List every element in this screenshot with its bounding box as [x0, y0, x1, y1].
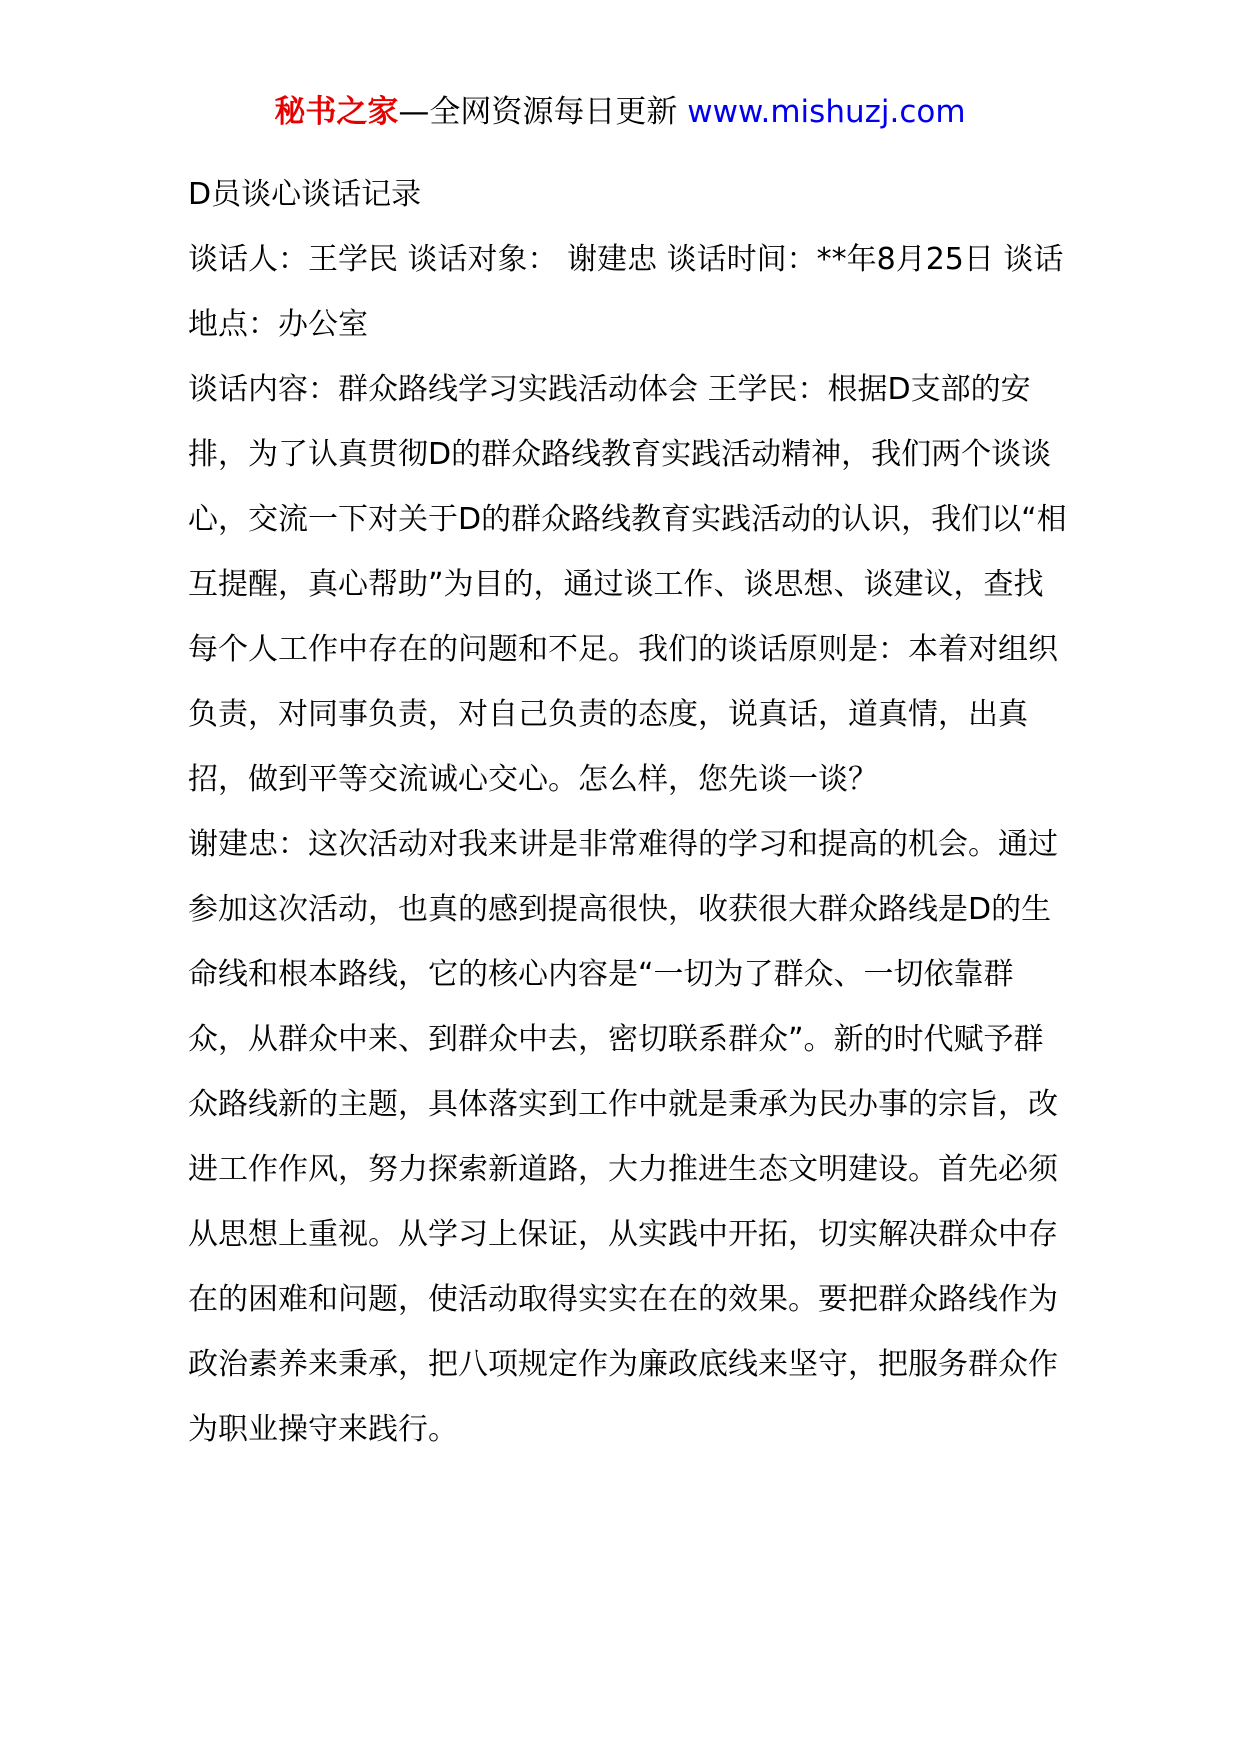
site-slogan: —全网资源每日更新 [398, 94, 688, 130]
site-url-link[interactable]: www.mishuzj.com [687, 94, 966, 130]
site-brand: 秘书之家 [274, 94, 399, 130]
document-body [188, 162, 1068, 1462]
interview-info: 谈话人：王学民 谈话对象： 谢建忠 谈话时间：**年8月25日 谈话地点：办公室 [188, 242, 1064, 342]
site-header [0, 92, 1240, 132]
xie-statement: 谢建忠：这次活动对我来讲是非常难得的学习和提高的机会。通过参加这次活动，也真的感到提高很快，收获很大群众路线是D的生命线和根本路线，它的核心内容是“一切为了群众、一切依靠群众，从群众中来、到群众中去，密切联系群众”。新的时代赋予群众路线新的主题，具体落实到工作中就是秉承为民办事的宗旨，改进工作作风，努力探索新道路，大力推进生态文明建设。首先必须从思想上重视。从学习上保证，从实践中开拓，切实解决群众中存在的困难和问题，使活动取得实实在在的效果。要把群众路线作为政治素养来秉承，把八项规定作为廉政底线来坚守，把服务群众作为职业操守来践行。 [188, 827, 1058, 1447]
document-title: D员谈心谈话记录 [188, 177, 422, 212]
wang-statement: 谈话内容：群众路线学习实践活动体会 王学民：根据D支部的安排，为了认真贯彻D的群众路线教育实践活动精神，我们两个谈谈心，交流一下对关于D的群众路线教育实践活动的认识，我们以“相互提醒，真心帮助”为目的，通过谈工作、谈思想、谈建议，查找每个人工作中存在的问题和不足。我们的谈话原则是：本着对组织负责，对同事负责，对自己负责的态度，说真话，道真情，出真招，做到平等交流诚心交心。怎么样，您先谈一谈？ [188, 372, 1067, 797]
